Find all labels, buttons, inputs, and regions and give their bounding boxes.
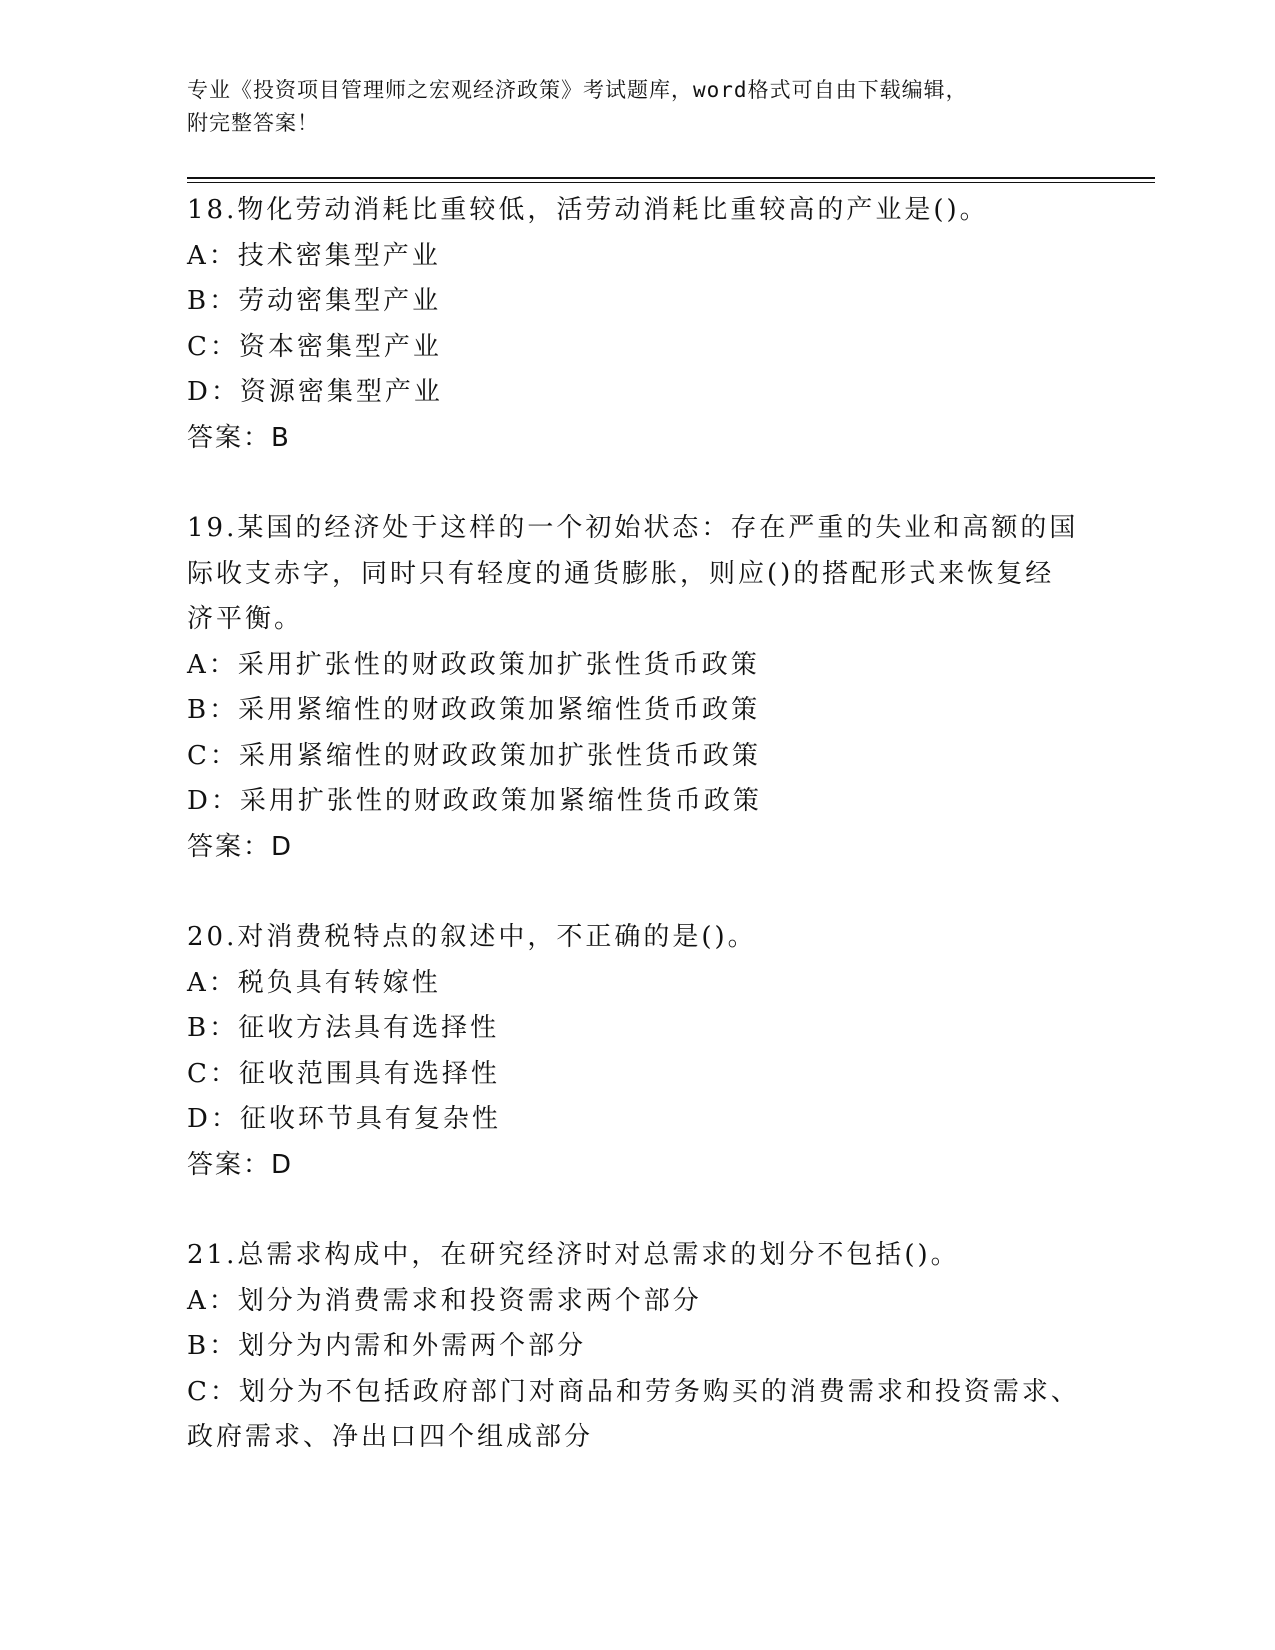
option-d: D：采用扩张性的财政政策加紧缩性货币政策 (187, 786, 762, 816)
question-21 (187, 1233, 1087, 1461)
option-c: C：采用紧缩性的财政政策加扩张性货币政策 (187, 740, 761, 771)
option-c: C：划分为不包括政府部门对商品和劳务购买的消费需求和投资需求、 (187, 1376, 1080, 1407)
answer-line: 答案：D (187, 1149, 294, 1180)
option-a: A：技术密集型产业 (187, 240, 441, 271)
question-stem: 19.某国的经济处于这样的一个初始状态：存在严重的失业和高额的国 (187, 513, 1079, 543)
question-stem: 20.对消费税特点的叙述中，不正确的是()。 (187, 922, 757, 952)
header-line: 专业《投资项目管理师之宏观经济政策》考试题库，word格式可自由下载编辑， (187, 78, 968, 102)
question-19 (187, 506, 1087, 870)
header-divider-thin (187, 182, 1155, 183)
question-stem: 18.物化劳动消耗比重较低，活劳动消耗比重较高的产业是()。 (187, 195, 989, 225)
header-line: 附完整答案！ (187, 111, 319, 135)
option-b: B：征收方法具有选择性 (187, 1013, 500, 1043)
answer-line: 答案：D (187, 831, 294, 862)
question-stem: 际收支赤字，同时只有轻度的通货膨胀，则应()的搭配形式来恢复经 (187, 558, 1055, 589)
option-c: C：资本密集型产业 (187, 331, 442, 362)
question-stem: 济平衡。 (187, 604, 304, 634)
question-list (187, 188, 1087, 1506)
question-20 (187, 915, 1087, 1188)
option-c-continued: 政府需求、净出口四个组成部分 (187, 1422, 594, 1452)
option-a: A：税负具有转嫁性 (187, 967, 441, 998)
answer-line: 答案：B (187, 422, 291, 453)
header-divider (187, 177, 1155, 179)
question-stem: 21.总需求构成中，在研究经济时对总需求的划分不包括()。 (187, 1240, 960, 1270)
document-header (187, 74, 1087, 140)
option-d: D：资源密集型产业 (187, 377, 443, 407)
option-d: D：征收环节具有复杂性 (187, 1104, 501, 1134)
option-b: B：采用紧缩性的财政政策加紧缩性货币政策 (187, 695, 761, 725)
option-c: C：征收范围具有选择性 (187, 1058, 500, 1089)
option-b: B：劳动密集型产业 (187, 286, 442, 316)
option-a: A：划分为消费需求和投资需求两个部分 (187, 1285, 702, 1316)
question-18 (187, 188, 1087, 461)
option-a: A：采用扩张性的财政政策加扩张性货币政策 (187, 649, 760, 680)
option-b: B：划分为内需和外需两个部分 (187, 1331, 587, 1361)
